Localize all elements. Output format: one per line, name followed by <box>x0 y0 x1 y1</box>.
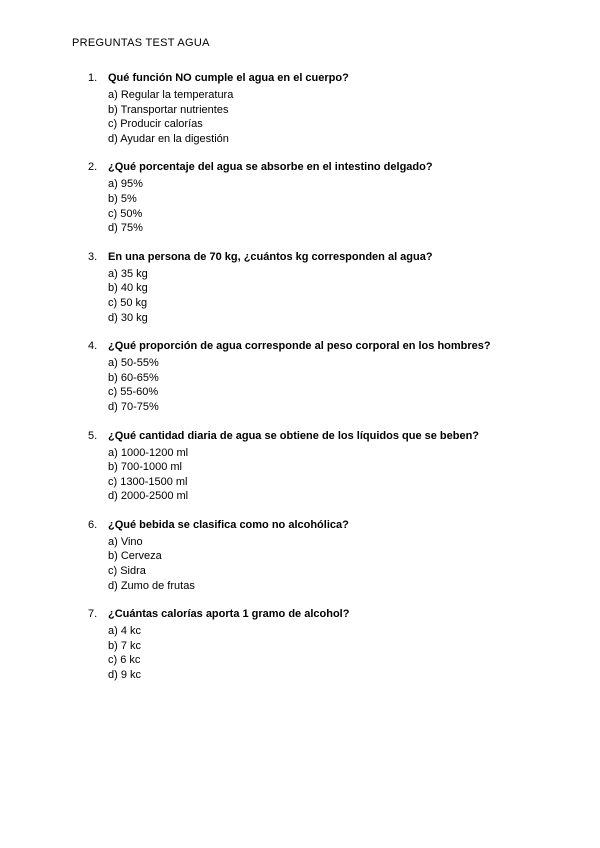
option-c: c) Sidra <box>108 565 146 578</box>
option-list <box>88 177 588 235</box>
question-header <box>88 340 588 356</box>
option-list <box>88 88 588 146</box>
option-d: d) 30 kg <box>108 311 148 324</box>
question-number: 5. <box>88 429 98 442</box>
option-c: c) 6 kc <box>108 654 141 667</box>
question-6 <box>88 519 588 593</box>
option-a: a) 1000-1200 ml <box>108 446 189 459</box>
option-list <box>88 624 588 682</box>
question-text: ¿Qué bebida se clasifica como no alcohólica? <box>108 518 349 531</box>
option-d: d) Zumo de frutas <box>108 579 195 592</box>
question-1 <box>88 72 588 146</box>
option-a: a) 4 kc <box>108 625 142 638</box>
option-b: b) 60-65% <box>108 371 159 384</box>
option-b: b) 7 kc <box>108 639 142 652</box>
question-number: 2. <box>88 161 98 174</box>
option-a: a) Regular la temperatura <box>108 89 234 101</box>
option-d: d) 9 kc <box>108 669 142 682</box>
question-number: 3. <box>88 250 98 263</box>
option-b: b) 40 kg <box>108 282 148 295</box>
question-header <box>88 72 588 88</box>
question-7 <box>88 608 588 682</box>
option-a: a) 95% <box>108 178 143 191</box>
option-d: d) 75% <box>108 222 143 235</box>
option-a: a) 35 kg <box>108 267 148 280</box>
question-5 <box>88 430 588 504</box>
option-list <box>88 446 588 504</box>
option-d: d) 2000-2500 ml <box>108 490 189 503</box>
question-text: ¿Qué porcentaje del agua se absorbe en el intestino delgado? <box>108 161 433 174</box>
option-c: c) Producir calorías <box>108 118 203 131</box>
question-number: 7. <box>88 608 98 621</box>
option-b: b) 700-1000 ml <box>108 461 182 474</box>
page-title: PREGUNTAS TEST AGUA <box>72 37 210 49</box>
option-d: d) Ayudar en la digestión <box>108 132 229 145</box>
question-number: 4. <box>88 340 98 353</box>
option-d: d) 70-75% <box>108 400 159 413</box>
question-number: 6. <box>88 518 98 531</box>
question-text: ¿Cuántas calorías aporta 1 gramo de alcohol? <box>108 608 350 621</box>
option-b: b) Transportar nutrientes <box>108 103 229 116</box>
option-c: c) 50 kg <box>108 296 148 309</box>
question-text: ¿Qué cantidad diaria de agua se obtiene de los líquidos que se beben? <box>108 429 480 442</box>
option-list <box>88 356 588 414</box>
question-number: 1. <box>88 72 98 84</box>
question-header <box>88 251 588 267</box>
option-b: b) Cerveza <box>108 550 162 563</box>
question-list <box>88 72 588 698</box>
option-c: c) 1300-1500 ml <box>108 475 188 488</box>
question-header <box>88 608 588 624</box>
option-list <box>88 535 588 593</box>
question-text: En una persona de 70 kg, ¿cuántos kg corresponden al agua? <box>108 250 433 263</box>
question-header <box>88 430 588 446</box>
question-3 <box>88 251 588 325</box>
option-b: b) 5% <box>108 192 137 205</box>
option-list <box>88 267 588 325</box>
option-a: a) 50-55% <box>108 357 159 370</box>
question-text: Qué función NO cumple el agua en el cuerpo? <box>108 72 349 84</box>
question-2 <box>88 161 588 235</box>
option-a: a) Vino <box>108 535 143 548</box>
question-header <box>88 519 588 535</box>
question-text: ¿Qué proporción de agua corresponde al peso corporal en los hombres? <box>108 340 491 353</box>
question-header <box>88 161 588 177</box>
option-c: c) 55-60% <box>108 386 159 399</box>
option-c: c) 50% <box>108 207 143 220</box>
question-4 <box>88 340 588 414</box>
